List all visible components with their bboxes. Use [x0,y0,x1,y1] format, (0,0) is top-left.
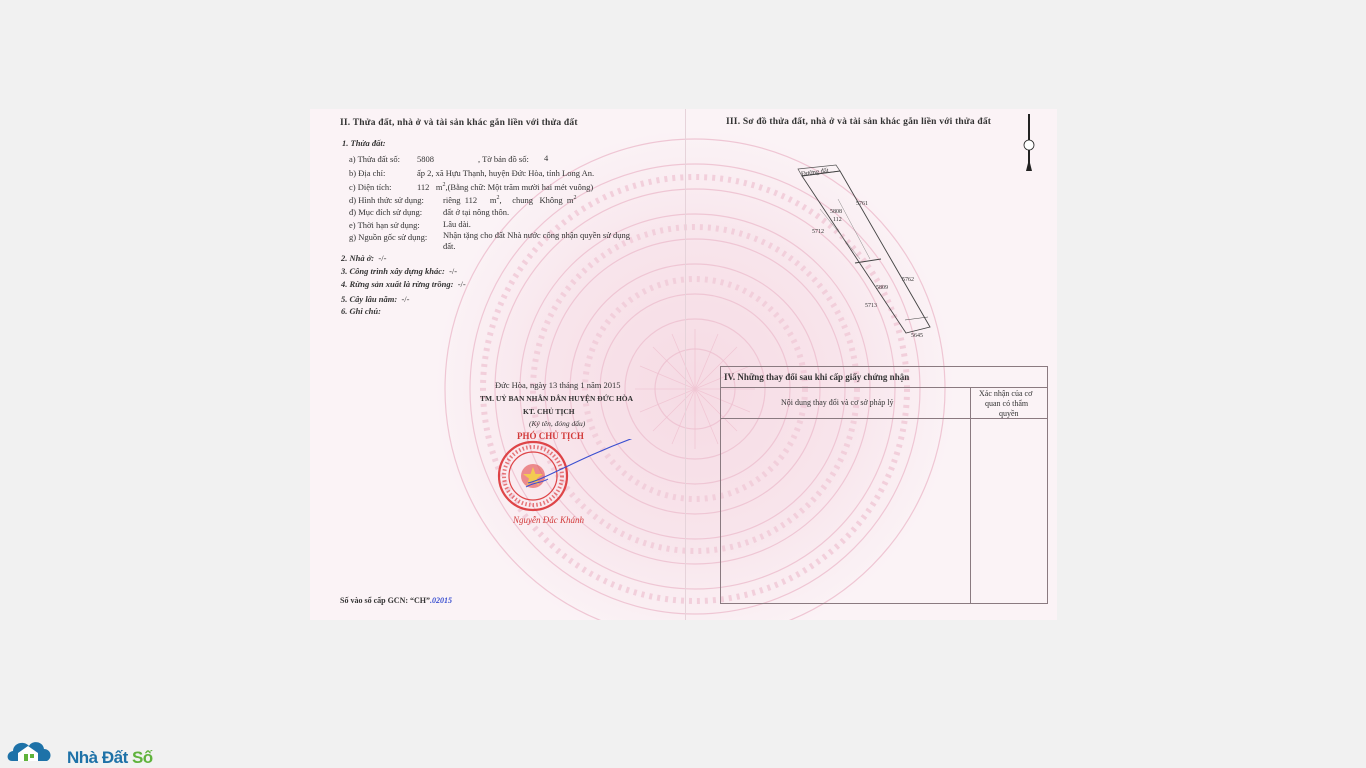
term-value: Lâu dài. [443,219,471,229]
parcel-5713-label: 5713 [865,303,877,309]
registry-row [340,595,452,606]
issuing-authority: TM. UỶ BAN NHÂN DÂN HUYỆN ĐỨC HÒA [480,394,634,403]
brand-logo[interactable] [67,748,153,768]
other-construction-label: 3. Công trình xây dựng khác: [341,266,445,276]
section-iii-title: III. Sơ đồ thửa đất, nhà ở và tài sản khác gắn liền với thửa đất [726,117,992,127]
parcel-5762-label: 5762 [902,277,914,283]
brand-name-accent: Số [131,748,153,767]
term-label: e) Thời hạn sử dụng: [349,220,420,230]
north-arrow-icon [1018,109,1048,177]
column-confirmation-line2: quan có thẩm [985,399,1029,408]
signer-name: Nguyễn Đắc Khánh [513,515,584,525]
other-construction-value: -/- [449,266,458,276]
origin-label: g) Nguồn gốc sử dụng: [349,232,428,242]
registry-number: .02015 [430,596,453,605]
usage-common-label: chung [512,195,534,205]
parcel-5645-label: 5645 [911,333,923,339]
official-stamp-and-signature [496,439,646,519]
map-sheet-value: 4 [544,153,549,163]
purpose-value: đất ở tại nông thôn. [443,207,510,217]
origin-value-line2: đất. [443,241,456,251]
parcel-number-label: a) Thửa đất số: [349,154,400,164]
changes-table [720,366,1048,604]
usage-form-row: riêng 112 $m^2$, chung Không $m^2$ [443,195,577,205]
page-fold [685,109,686,620]
column-confirmation-line3: quyền [999,409,1019,418]
changes-table-title: IV. Những thay đổi sau khi cấp giấy chứng nhận [724,372,910,382]
usage-common-value: Không [539,195,563,205]
deputy-chairman-title: PHÓ CHỦ TỊCH [517,431,584,441]
parcel-number-value: 5808 [417,154,434,164]
signature-note: (Ký tên, đóng dấu) [529,419,586,428]
area-unit: m [435,182,443,192]
usage-private-unit: m [489,195,497,205]
origin-value-line1: Nhận tặng cho đất Nhà nước công nhận quyền sử dụng [443,230,630,240]
road-label: Đường đất [800,167,830,178]
purpose-label: đ) Mục đích sử dụng: [349,207,423,217]
parcel-5808-label: 5808 [830,209,842,215]
address-value: ấp 2, xã Hựu Thạnh, huyện Đức Hòa, tỉnh Long An. [417,168,595,178]
land-certificate [310,109,1057,620]
changes-table-header [721,367,1047,388]
parcel-5712-label: 5712 [812,229,824,235]
area-in-words: ,(Bằng chữ: Một trăm mười hai mét vuông) [445,182,594,192]
item1-title: 1. Thửa đất: [342,138,386,148]
area-label: c) Diện tích: [349,182,392,192]
area-row: 112 $m^2,(Bằng$ chữ: Một trăm mười hai mét vuông) [417,182,594,192]
forest-value: -/- [457,279,466,289]
changes-table-divider [970,387,971,603]
parcel-5808-area: 112 [833,217,842,223]
issue-date: Đức Hòa, ngày 13 tháng 1 năm 2015 [495,380,621,390]
house-value: -/- [378,253,387,263]
changes-table-subheader [721,387,1047,419]
parcel-map [780,159,950,349]
column-confirmation-line1: Xác nhận của cơ [979,389,1033,398]
usage-common-unit: m [566,195,574,205]
usage-private-label: riêng [443,195,461,205]
house-label: 2. Nhà ở: [341,253,375,263]
notes-label: 6. Ghi chú: [341,306,381,316]
usage-private-value: 112 [464,195,478,205]
usage-form-label: d) Hình thức sử dụng: [349,195,424,205]
address-label: b) Địa chỉ: [349,168,386,178]
perennial-label: 5. Cây lâu năm: [341,294,398,304]
parcel-5809-label: 5809 [876,285,888,291]
column-change-content: Nội dung thay đổi và cơ sở pháp lý [781,398,894,407]
map-sheet-label: , Tờ bản đồ số: [478,154,529,164]
section-ii-title: II. Thửa đất, nhà ở và tài sản khác gắn liền với thửa đất [340,118,578,128]
perennial-value: -/- [401,294,410,304]
parcel-5761-label: 5761 [856,201,868,207]
registry-label: Số vào sổ cấp GCN: “CH” [340,596,431,605]
brand-name: Nhà Đất [67,748,132,767]
signer-role: KT. CHỦ TỊCH [523,407,575,416]
forest-label: 4. Rừng sản xuất là rừng trồng: [341,279,454,289]
area-value: 112 [417,182,430,192]
